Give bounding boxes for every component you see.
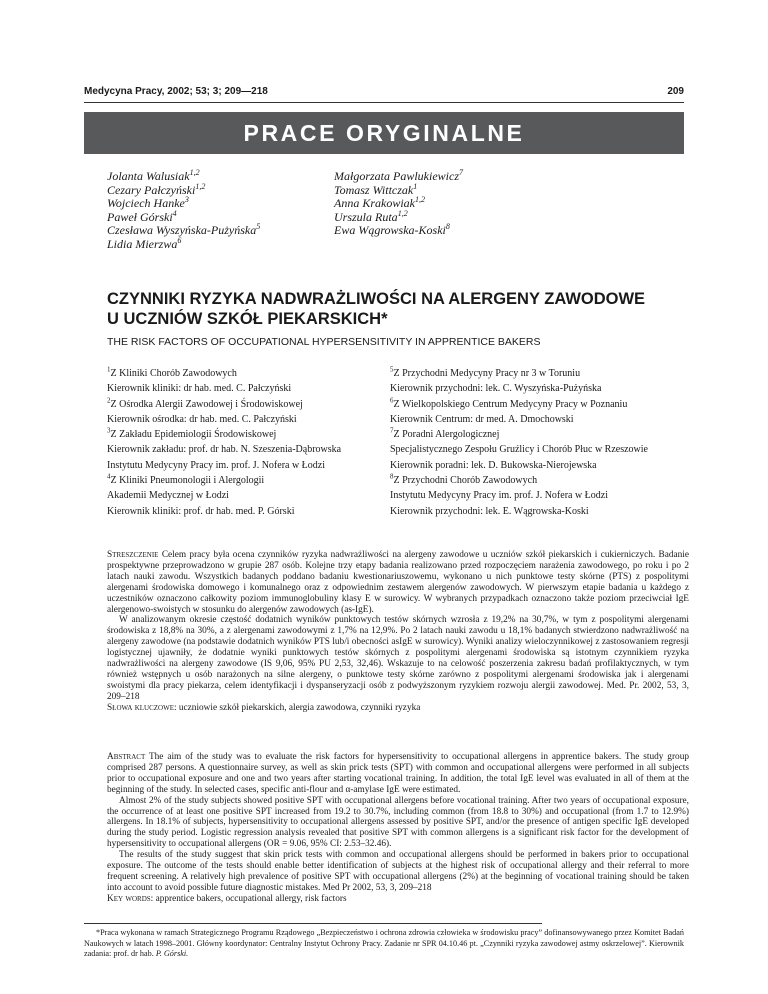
affiliation-line: $^4$Z Kliniki Pneumonologii i Alergologii: [107, 472, 265, 487]
affiliations-right: [390, 366, 690, 519]
affiliation-line: Kierownik zakładu: prof. dr hab. N. Szeszenia-Dąbrowska: [107, 444, 342, 456]
author: Małgorzata Pawlukiewicz$^7$: [334, 168, 463, 183]
affiliation-line: $^8$Z Przychodni Chorób Zawodowych: [390, 472, 538, 487]
author: Jolanta Walusiak$^{1,2}$: [107, 168, 200, 183]
author: Paweł Górski$^4$: [107, 208, 177, 224]
affiliation-line: Akademii Medycznej w Łodzi: [107, 490, 229, 502]
abstract-paragraph: The results of the study suggest that skin prick tests with common and occupational allergens should be performed in bakers prior to occupational exposure. The outcome of the tests should enable better identification of subjects at the highest risk of occupational allergy and their referral to more frequent screening. A relatively high prevalence of positive SPT with occupational allergens (2%) at the beginning of vocational training should be taken into account to avoid possible future diagnostic mistakes. Med Pr 2002, 53, 3, 209–218: [107, 850, 689, 893]
abstract-label: Abstract: [107, 752, 146, 762]
keywords-label: Słowa kluczowe:: [107, 702, 177, 713]
abstract-paragraph: Streszczenie Celem pracy była ocena czynników ryzyka nadwrażliwości na alergeny zawodowe u uczniów szkół piekarskich i cukierniczych. Badanie prospektywne przeprowadzono w grupie 287 osób. Kolejne trzy etapy badania realizowano przed rozpoczęciem narażenia zawodowego, po roku i po 2 latach nauki zawodu. Wszystkich badanych poddano badaniu kwestionariuszowemu, wykonano u nich punktowe testy skórne (PTS) z pospolitymi alergenami środowiska domowego i komunalnego oraz z odpowiednim zestawem alergenów zawodowych. W pierwszym etapie badania u każdego z uczestników oznaczono całkowity poziom immunoglobuliny klasy E w surowicy. W wybranych przypadkach oznaczono także poziom przeciwciał IgE alergenowo-swoistych w stosunku do alergenów zawodowych (as-IgE).: [107, 550, 689, 615]
affiliation-line: $^3$Z Zakładu Epidemiologii Środowiskowej: [107, 426, 277, 441]
abstract-paragraph: W analizowanym okresie częstość dodatnich wyników punktowych testów skórnych wzrosła z 19,2% na 30,7%, w tym z pospolitymi alergenami środowiska z 18,8% na 30%, a z alergenami zawodowymi z 1,7% na 12,9%. Po 2 latach nauki zawodu u 18,1% badanych stwierdzono nadwrażliwość na alergeny zawodowe (na podstawie dodatnich wyników PTS lub/i obecności asIgE w surowicy). Wyniki analizy wieloczynnikowej z zastosowaniem regresji logistycznej ujawniły, że dodatnie wyniki punktowych testów skórnych z pospolitymi alergenami środowiska są istotnym czynnikiem ryzyka nadwrażliwości na alergeny zawodowe (IS 9,06, 95% PU 2,53, 32,46). Wskazuje to na celowość poszerzenia zakresu badań profilaktycznych, w tym również wstępnych u osób narażonych na silne alergeny, o punktowe testy skórne zarówno z pospolitymi alergenami środowiska jak i alergenami swoistymi dla pracy piekarza, celem identyfikacji i dyspanseryzacji osób z podwyższonym ryzykiem rozwoju alergii zawodowej. Med. Pr. 2002, 53, 3, 209–218: [107, 615, 689, 702]
affiliation-line: Kierownik poradni: lek. D. Bukowska-Nierojewska: [390, 459, 597, 471]
polish-abstract: [107, 550, 689, 714]
journal-citation: Medycyna Pracy, 2002; 53; 3; 209—218: [84, 86, 268, 97]
affiliation-line: Kierownik kliniki: prof. dr hab. med. P. Górski: [107, 505, 295, 517]
affiliations-left: [107, 366, 377, 519]
affiliation-line: $^2$Z Ośrodka Alergii Zawodowej i Środowiskowej: [107, 396, 303, 410]
affiliation-line: $^1$Z Kliniki Chorób Zawodowych: [107, 365, 237, 379]
affiliation-line: Kierownik przychodni: lek. C. Wyszyńska-Pużyńska: [390, 383, 602, 395]
english-abstract: [107, 752, 689, 905]
article-subtitle: THE RISK FACTORS OF OCCUPATIONAL HYPERSENSITIVITY IN APPRENTICE BAKERS: [107, 336, 541, 348]
affiliation-line: Kierownik ośrodka: dr hab. med. C. Pałczyński: [107, 413, 297, 425]
affiliation-line: Kierownik Centrum: dr med. A. Dmochowski: [390, 413, 574, 425]
author: Cezary Pałczyński$^{1,2}$: [107, 181, 206, 197]
affiliation-line: $^6$Z Wielkopolskiego Centrum Medycyny Pracy w Poznaniu: [390, 396, 628, 410]
affiliation-line: Instytutu Medycyny Pracy im. prof. J. Nofera w Łodzi: [107, 459, 326, 471]
keywords-line: Słowa kluczowe: uczniowie szkół piekarskich, alergia zawodowa, czynniki ryzyka: [107, 702, 421, 713]
author: Wojciech Hanke$^3$: [107, 195, 189, 211]
abstract-paragraph: Abstract The aim of the study was to evaluate the risk factors for hypersensitivity to occupational allergens in apprentice bakers. The study group comprised 287 persons. A questionnaire survey, as well as skin prick tests (SPT) with common and occupational allergens were performed in all subjects prior to occupational exposure and one and two years after starting vocational training. In addition, the total IgE level was evaluated in all of them at the beginning of the study. In selected cases, specific anti-flour and α-amylase IgE were estimated.: [107, 752, 689, 795]
page-number: 209: [667, 86, 684, 97]
section-banner: PRACE ORYGINALNE: [84, 112, 684, 154]
title-line: CZYNNIKI RYZYKA NADWRAŻLIWOŚCI NA ALERGENY ZAWODOWE: [107, 290, 646, 308]
title-line: U UCZNIÓW SZKÓŁ PIEKARSKICH*: [107, 309, 388, 328]
affiliation-line: Specjalistycznego Zespołu Gruźlicy i Chorób Płuc w Rzeszowie: [390, 444, 648, 456]
footnote: *Praca wykonana w ramach Strategicznego Programu Rządowego „Bezpieczeństwo i ochrona zdrowia człowieka w środowisku pracy” dofinansowywanego przez Komitet Badań Naukowych w latach 1998–2001. Główny koordynator: Centralny Instytut Ochrony Pracy. Zadanie nr SPR 04.10.46 pt. „Czynniki ryzyka zawodowej astmy oskrzelowej”. Kierownik zadania: prof. dr hab. P. Górski.: [84, 928, 684, 959]
affiliation-line: Instytutu Medycyny Pracy im. prof. J. Nofera w Łodzi: [390, 490, 609, 502]
author: Czesława Wyszyńska-Pużyńska$^5$: [107, 222, 261, 238]
header-divider: [84, 102, 684, 103]
author: Ewa Wągrowska-Koski$^8$: [334, 222, 450, 238]
footnote-divider: [84, 923, 542, 924]
author: Tomasz Wittczak$^1$: [334, 181, 418, 197]
keywords-label: Key words:: [107, 893, 154, 904]
affiliation-line: Kierownik kliniki: dr hab. med. C. Pałczyński: [107, 383, 292, 395]
author: Lidia Mierzwa$^6$: [107, 235, 182, 251]
abstract-paragraph: Almost 2% of the study subjects showed positive SPT with occupational allergens before vocational training. After two years of occupational exposure, the occurrence of at least one positive SPT increased from 19.2 to 30.7%, including common (from 18.8 to 30%) and occupational (from 1.7 to 12.9%) allergens. In 18.1% of subjects, hypersensitivity to occupational allergens assessed by positive SPT, and/or the presence of antigen specific IgE developed during the study period. Logistic regression analysis revealed that positive SPT with common allergens is a significant risk factor for the development of hypersensitivity to occupational allergens (OR = 9.06, 95% CI: 2.53–32.46).: [107, 795, 689, 850]
author-list-right: [334, 170, 463, 238]
affiliation-line: $^5$Z Przychodni Medycyny Pracy nr 3 w Toruniu: [390, 365, 581, 379]
affiliation-line: Kierownik przychodni: lek. E. Wągrowska-Koski: [390, 505, 589, 517]
keywords-line: Key words: apprentice bakers, occupational allergy, risk factors: [107, 893, 347, 904]
abstract-label: Streszczenie: [107, 550, 159, 560]
article-title: [107, 290, 697, 329]
affiliation-line: $^7$Z Poradni Alergologicznej: [390, 426, 500, 441]
author: Anna Krakowiak$^{1,2}$: [334, 195, 425, 211]
author-list-left: [107, 170, 260, 252]
author: Urszula Ruta$^{1,2}$: [334, 208, 408, 224]
